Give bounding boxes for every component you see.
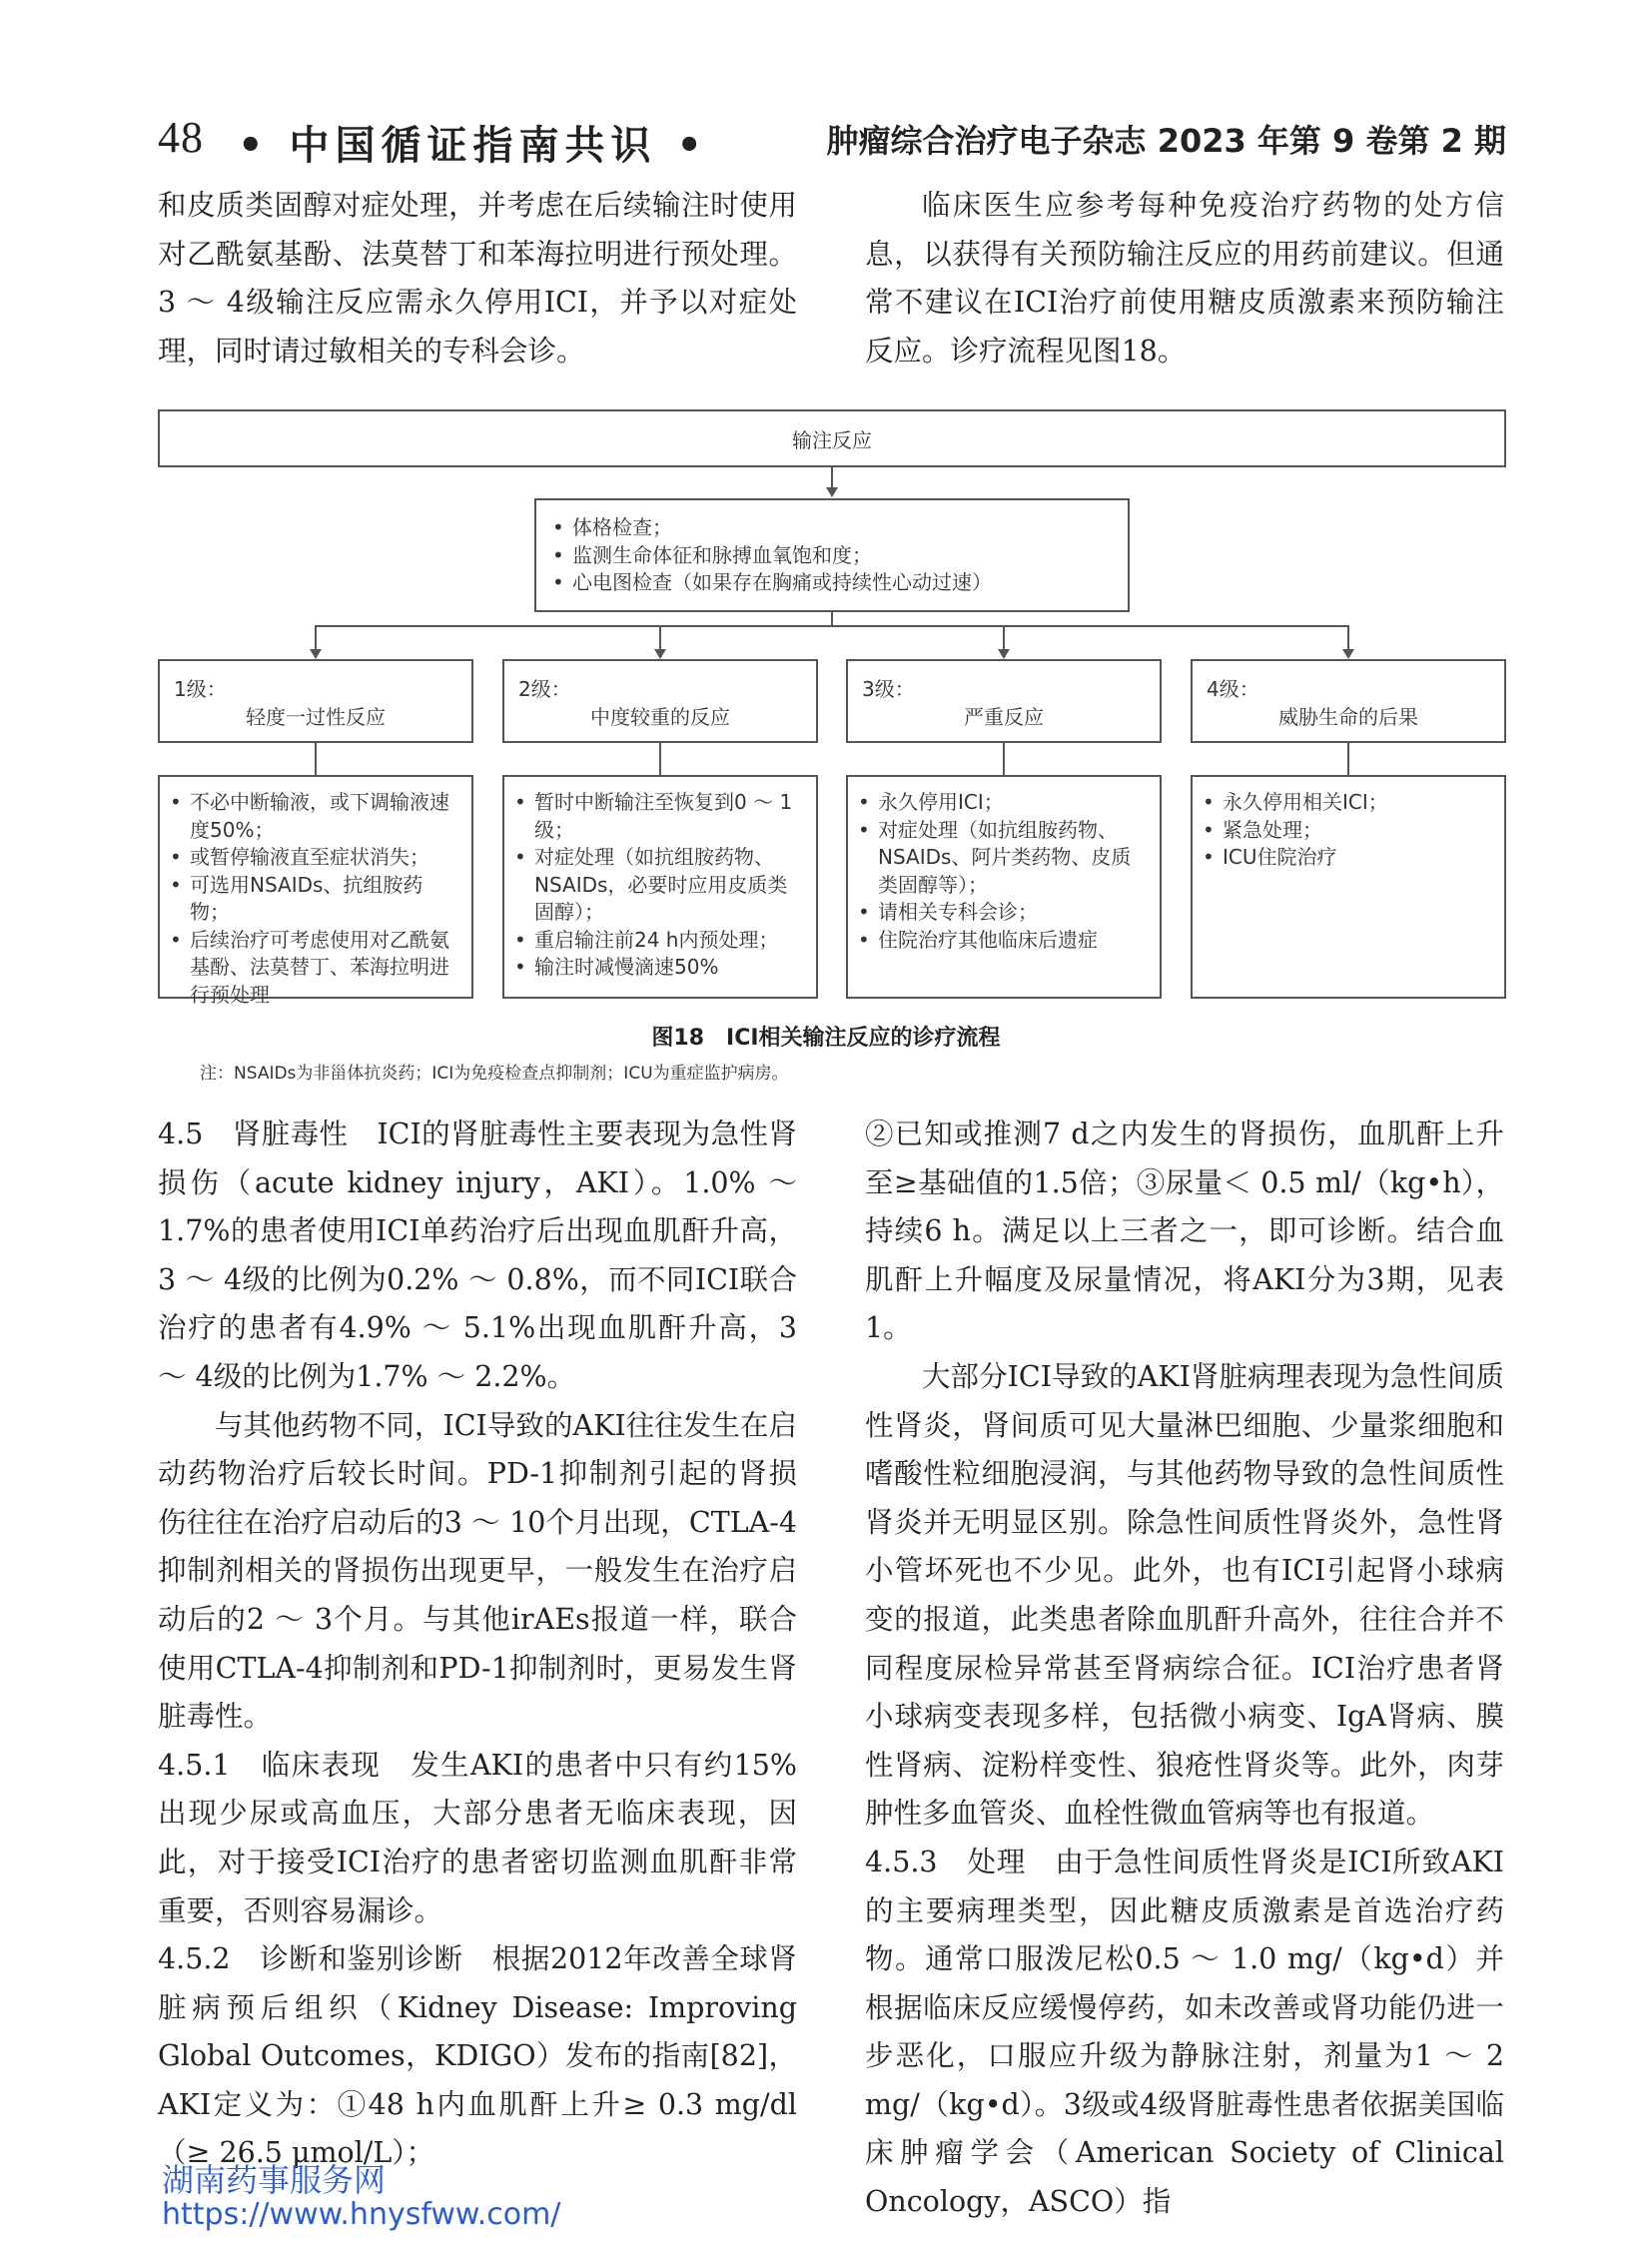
action-box-4 xyxy=(1191,775,1506,999)
connector-line xyxy=(831,612,833,626)
list-item: • 永久停用ICI； xyxy=(856,789,1150,817)
paragraph: 4.5.3 处理 由于急性间质性肾炎是ICI所致AKI的主要病理类型，因此糖皮质激素是首选治疗药物。通常口服泼尼松0.5 ～ 1.0 mg/（kg•d）并根据临床反应缓慢停药，如未改善或肾功能仍进一步恶化，口服应升级为静脉注射，剂量为1 ～ 2 mg/（kg•d）。3级或4级肾脏毒性患者依据美国临床肿瘤学会（American Society of Clinical Oncology，ASCO）指 xyxy=(865,1845,1504,2219)
list-item: • 重启输注前24 h内预处理； xyxy=(512,927,806,955)
watermark-url[interactable]: https://www.hnysfww.com/ xyxy=(162,2197,561,2232)
list-item: • 可选用NSAIDs、抗组胺药物； xyxy=(168,872,461,927)
top-right-column xyxy=(865,182,1504,375)
connector-line xyxy=(1003,743,1005,775)
arrow-down-icon xyxy=(1342,649,1354,659)
grade-description: 严重反应 xyxy=(964,705,1044,729)
paragraph: 4.5 肾脏毒性 ICI的肾脏毒性主要表现为急性肾损伤（acute kidney injury，AKI）。1.0% ～ 1.7%的患者使用ICI单药治疗后出现血肌酐升高，3 ～ 4级的比例为0.2% ～ 0.8%，而不同ICI联合治疗的患者有4.9% ～ 5.1%出现血肌酐升高，3 ～ 4级的比例为1.7% ～ 2.2%。 xyxy=(158,1118,797,1393)
grade-box-3 xyxy=(846,659,1162,743)
flow-root-box xyxy=(158,409,1506,467)
connector-line xyxy=(315,743,317,775)
list-item: • 请相关专科会诊； xyxy=(856,899,1150,927)
figure-caption: 图18 ICI相关输注反应的诊疗流程 xyxy=(651,1026,1001,1051)
grade-box-4 xyxy=(1191,659,1506,743)
list-item: • 后续治疗可考虑使用对乙酰氨基酚、法莫替丁、苯海拉明进行预处理 xyxy=(168,927,461,1010)
action-box-3 xyxy=(846,775,1162,999)
paragraph: 和皮质类固醇对症处理，并考虑在后续输注时使用对乙酰氨基酚、法莫替丁和苯海拉明进行预处理。3 ～ 4级输注反应需永久停用ICI，并予以对症处理，同时请过敏相关的专科会诊。 xyxy=(158,189,797,368)
assessment-box xyxy=(534,498,1130,612)
journal-title: 肿瘤综合治疗电子杂志 2023 年第 9 卷第 2 期 xyxy=(826,122,1506,160)
action-box-1 xyxy=(158,775,473,1007)
list-item: • 对症处理（如抗组胺药物、NSAIDs，必要时应用皮质类固醇）； xyxy=(512,844,806,927)
grade-box-2 xyxy=(502,659,818,743)
top-left-column xyxy=(158,182,797,375)
action-list xyxy=(168,789,461,1009)
arrow-down-icon xyxy=(654,649,666,659)
list-item: • 输注时减慢滴速50% xyxy=(512,954,806,982)
flow-root-label: 输注反应 xyxy=(792,427,872,452)
watermark-site-name: 湖南药事服务网 xyxy=(162,2161,387,2199)
action-list xyxy=(1201,789,1494,872)
connector-line xyxy=(659,625,661,649)
connector-line xyxy=(315,625,1347,627)
grade-description: 中度较重的反应 xyxy=(590,705,730,729)
assessment-list xyxy=(550,514,1114,597)
action-list xyxy=(512,789,806,982)
paragraph: 4.5.1 临床表现 发生AKI的患者中只有约15%出现少尿或高血压，大部分患者无临床表现，因此，对于接受ICI治疗的患者密切监测血肌酐非常重要，否则容易漏诊。 xyxy=(158,1748,797,1927)
list-item: • 心电图检查（如果存在胸痛或持续性心动过速） xyxy=(550,569,1114,597)
body-right-column xyxy=(865,1111,1504,2227)
list-item: • 永久停用相关ICI； xyxy=(1201,789,1494,817)
list-item: • 对症处理（如抗组胺药物、NSAIDs、阿片类药物、皮质类固醇等）； xyxy=(856,817,1150,900)
list-item: • 暂时中断输注至恢复到0 ～ 1级； xyxy=(512,789,806,844)
paragraph: 4.5.2 诊断和鉴别诊断 根据2012年改善全球肾脏病预后组织（Kidney Disease: Improving Global Outcomes，KDIGO）发布的指南[82]，AKI定义为：①48 h内血肌酐上升≥ 0.3 mg/dl（≥ 26.5 μmol/L）； xyxy=(158,1942,797,2170)
list-item: • 不必中断输液，或下调输液速度50%； xyxy=(168,789,461,844)
grade-level: 2级： xyxy=(518,677,571,701)
list-item: • 住院治疗其他临床后遗症 xyxy=(856,927,1150,955)
grade-level: 1级： xyxy=(174,677,227,701)
section-label: • 中国循证指南共识 • xyxy=(238,122,708,169)
connector-line xyxy=(1003,625,1005,649)
grade-description: 威胁生命的后果 xyxy=(1278,705,1418,729)
list-item: • 体格检查； xyxy=(550,514,1114,542)
body-left-column xyxy=(158,1111,797,2178)
page-number: 48 xyxy=(158,113,204,162)
paragraph: ②已知或推测7 d之内发生的肾损伤，血肌酐上升至≥基础值的1.5倍；③尿量＜ 0.5 ml/（kg•h），持续6 h。满足以上三者之一，即可诊断。结合血肌酐上升幅度及尿量情况，将AKI分为3期，见表1。 xyxy=(865,1118,1504,1345)
arrow-down-icon xyxy=(310,649,322,659)
paragraph: 大部分ICI导致的AKI肾脏病理表现为急性间质性肾炎，肾间质可见大量淋巴细胞、少量浆细胞和嗜酸性粒细胞浸润，与其他药物导致的急性间质性肾炎并无明显区别。除急性间质性肾炎外，急性肾小管坏死也不少见。此外，也有ICI引起肾小球病变的报道，此类患者除血肌酐升高外，往往合并不同程度尿检异常甚至肾病综合征。ICI治疗患者肾小球病变表现多样，包括微小病变、IgA肾病、膜性肾病、淀粉样变性、狼疮性肾炎等。此外，肉芽肿性多血管炎、血栓性微血管病等也有报道。 xyxy=(865,1359,1504,1831)
action-box-2 xyxy=(502,775,818,999)
connector-line xyxy=(1347,625,1349,649)
list-item: • 或暂停输液直至症状消失； xyxy=(168,844,461,872)
connector-line xyxy=(831,467,833,489)
grade-level: 4级： xyxy=(1207,677,1259,701)
figure-note: 注：NSAIDs为非甾体抗炎药；ICI为免疫检查点抑制剂；ICU为重症监护病房。 xyxy=(200,1064,789,1084)
paragraph: 与其他药物不同，ICI导致的AKI往往发生在启动药物治疗后较长时间。PD-1抑制剂引起的肾损伤往往在治疗启动后的3 ～ 10个月出现，CTLA-4抑制剂相关的肾损伤出现更早，一般发生在治疗启动后的2 ～ 3个月。与其他irAEs报道一样，联合使用CTLA-4抑制剂和PD-1抑制剂时，更易发生肾脏毒性。 xyxy=(158,1408,797,1734)
arrow-down-icon xyxy=(826,487,838,497)
grade-box-1 xyxy=(158,659,473,743)
arrow-down-icon xyxy=(998,649,1010,659)
connector-line xyxy=(1347,743,1349,775)
grade-level: 3级： xyxy=(862,677,915,701)
connector-line xyxy=(315,625,317,649)
action-list xyxy=(856,789,1150,954)
paragraph: 临床医生应参考每种免疫治疗药物的处方信息，以获得有关预防输注反应的用药前建议。但通常不建议在ICI治疗前使用糖皮质激素来预防输注反应。诊疗流程见图18。 xyxy=(865,189,1504,368)
connector-line xyxy=(659,743,661,775)
list-item: • 紧急处理； xyxy=(1201,817,1494,845)
list-item: • ICU住院治疗 xyxy=(1201,844,1494,872)
list-item: • 监测生命体征和脉搏血氧饱和度； xyxy=(550,542,1114,570)
grade-description: 轻度一过性反应 xyxy=(246,705,386,729)
